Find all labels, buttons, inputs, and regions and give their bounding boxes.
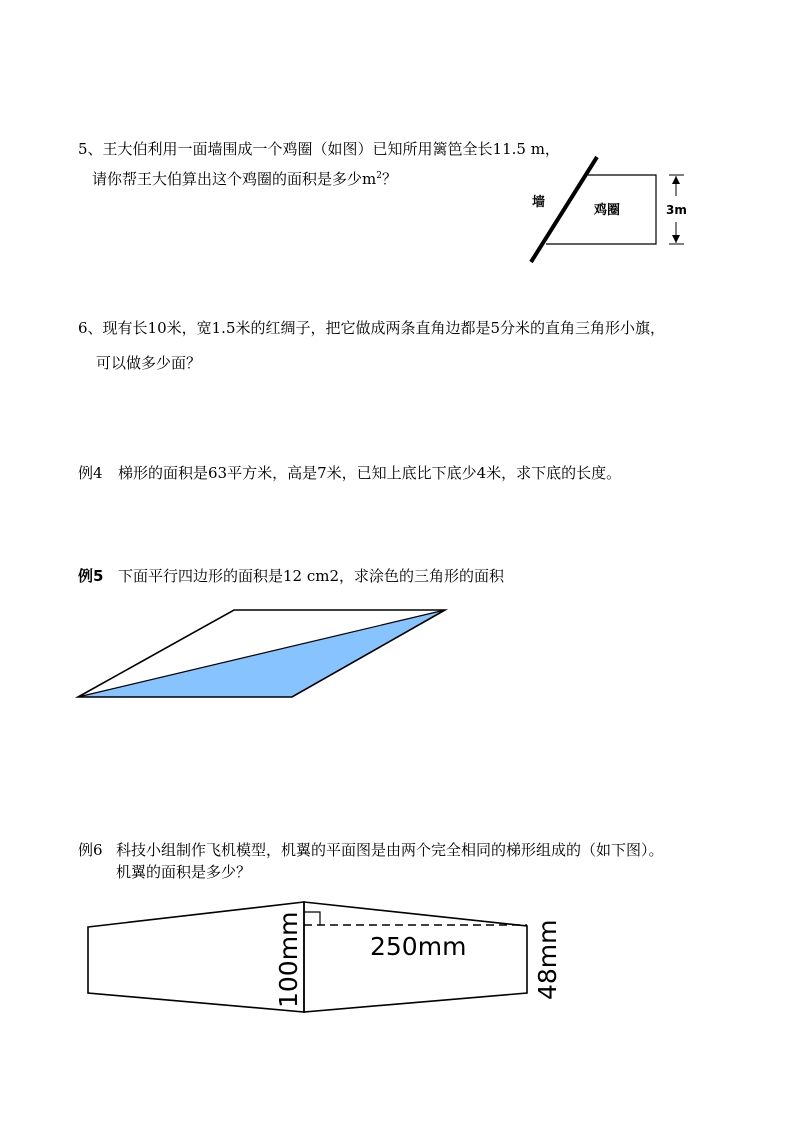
dim-arrow-down-icon: [672, 235, 680, 243]
ex5-text: 下面平行四边形的面积是12 cm2，求涂色的三角形的面积: [118, 567, 505, 585]
q5-line1: 5、王大伯利用一面墙围成一个鸡圈（如图）已知所用篱笆全长11.5 m，: [78, 140, 560, 158]
ex4-text: 梯形的面积是63平方米，高是7米，已知上底比下底少4米，求下底的长度。: [118, 464, 622, 482]
ex5-parallelogram-figure: [78, 610, 445, 697]
q5-line2-end: ？: [381, 170, 397, 188]
right-height-label: 48mm: [533, 919, 562, 1000]
dim-arrow-up-icon: [672, 176, 680, 184]
q6-line2: 可以做多少面？: [96, 354, 202, 372]
ex6-line1: 科技小组制作飞机模型，机翼的平面图是由两个完全相同的梯形组成的（如下图）。: [116, 841, 664, 859]
pen-label: 鸡圈: [594, 203, 621, 218]
right-angle-mark: [304, 912, 320, 925]
q5-line2-text: 请你帮王大伯算出这个鸡圈的面积是多少m: [92, 170, 377, 188]
ex6-wing-figure: [88, 902, 562, 1012]
length-label: 250mm: [370, 932, 467, 961]
q5-chicken-pen-figure: [531, 157, 687, 262]
left-height-label: 100mm: [274, 911, 303, 1008]
height-label: 3m: [666, 203, 687, 217]
ex6-label: 例6: [78, 841, 103, 859]
ex6-line2: 机翼的面积是多少？: [116, 863, 252, 881]
q6-line1: 6、现有长10米，宽1.5米的红绸子，把它做成两条直角边都是5分米的直角三角形小旗，: [78, 319, 666, 337]
left-trapezoid: [88, 902, 304, 1012]
q5-unit-superscript: 2: [376, 171, 382, 181]
wall-label: 墙: [532, 195, 546, 210]
ex4-label: 例4: [78, 464, 103, 482]
ex5-label: 例5: [78, 567, 104, 585]
